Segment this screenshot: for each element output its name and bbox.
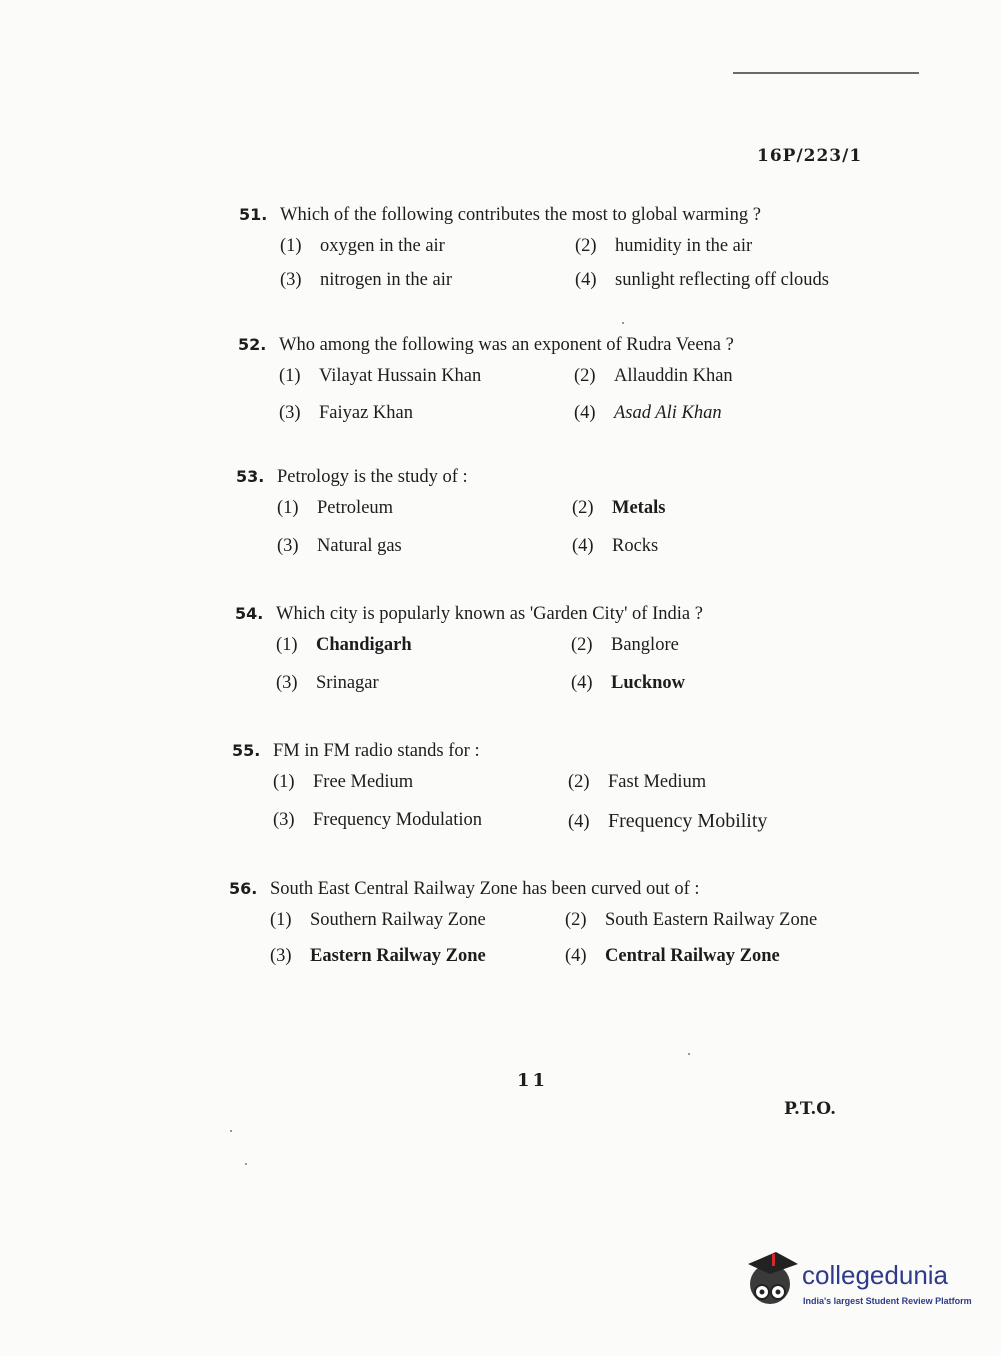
mascot-icon [742, 1250, 800, 1312]
option-1: (1) Petroleum [277, 498, 394, 518]
option-1: (1) Vilayat Hussain Khan [279, 366, 482, 386]
option-4: (4) Frequency Mobility [568, 810, 768, 832]
option-1: (1) Southern Railway Zone [270, 910, 486, 930]
option-2: (2) Fast Medium [568, 772, 707, 792]
option-2: (2) South Eastern Railway Zone [565, 910, 818, 930]
question-text: South East Central Railway Zone has been curved out of : [270, 879, 700, 899]
question-number: 54. [235, 604, 264, 623]
option-4: (4) Lucknow [571, 673, 686, 693]
question-number: 52. [238, 335, 267, 354]
option-2: (2) humidity in the air [575, 236, 753, 256]
brand-tagline: India's largest Student Review Platform [803, 1296, 972, 1306]
option-2: (2) Banglore [571, 635, 679, 655]
question-56 [229, 879, 889, 967]
scan-speck [245, 1163, 247, 1165]
top-rule [733, 72, 919, 74]
page-number: 11 [517, 1070, 549, 1091]
question-number: 55. [232, 741, 261, 760]
option-3: (3) Frequency Modulation [273, 810, 483, 830]
option-3: (3) Faiyaz Khan [279, 403, 414, 423]
option-2: (2) Metals [572, 498, 666, 518]
option-4: (4) Central Railway Zone [565, 946, 780, 966]
pto-label: P.T.O. [784, 1099, 836, 1119]
scan-speck [688, 1053, 690, 1055]
question-55 [232, 741, 892, 833]
question-53 [236, 467, 896, 557]
option-4: (4) sunlight reflecting off clouds [575, 270, 829, 290]
question-51 [239, 205, 899, 291]
question-text: Which of the following contributes the most to global warming ? [280, 205, 761, 225]
question-52 [238, 335, 898, 424]
paper-code: 16P/223/1 [757, 146, 863, 166]
option-3: (3) Srinagar [276, 673, 379, 693]
question-number: 51. [239, 205, 268, 224]
question-text: FM in FM radio stands for : [273, 741, 480, 761]
option-3: (3) nitrogen in the air [280, 270, 453, 290]
option-2: (2) Allauddin Khan [574, 366, 733, 386]
collegedunia-watermark [742, 1250, 972, 1320]
scan-speck [230, 1130, 232, 1132]
option-3: (3) Eastern Railway Zone [270, 946, 486, 966]
option-1: (1) Chandigarh [276, 635, 412, 655]
question-number: 56. [229, 879, 258, 898]
question-number: 53. [236, 467, 265, 486]
brand-name: collegedunia [802, 1260, 949, 1290]
question-text: Which city is popularly known as 'Garden City' of India ? [276, 604, 703, 624]
question-54 [235, 604, 895, 694]
option-4: (4) Rocks [572, 536, 659, 556]
option-4: (4) Asad Ali Khan [574, 403, 722, 423]
question-text: Who among the following was an exponent of Rudra Veena ? [279, 335, 734, 355]
scan-speck [622, 322, 624, 324]
question-text: Petrology is the study of : [277, 467, 468, 487]
option-1: (1) Free Medium [273, 772, 414, 792]
option-3: (3) Natural gas [277, 536, 402, 556]
option-1: (1) oxygen in the air [280, 236, 445, 256]
